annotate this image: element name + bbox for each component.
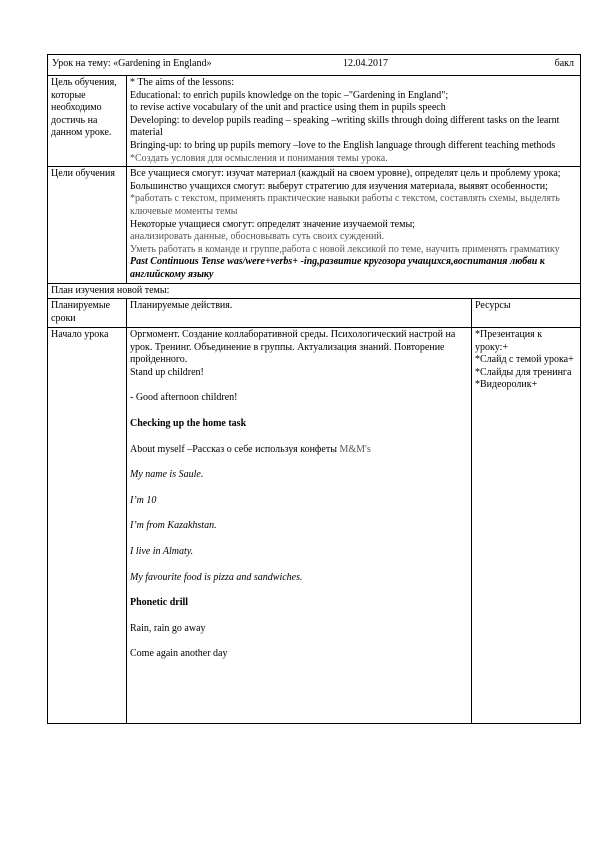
objectives-label: Цели обучения: [48, 167, 127, 283]
goals-content: [127, 76, 581, 167]
aim-developing: Developing: to develop pupils reading – speaking –writing skills through doing different tasks on the learnt material: [130, 114, 560, 139]
objective-some-detail: анализировать данные, обосновывать суть своих суждений.: [130, 231, 385, 243]
aim-create-conditions: *Создать условия для осмысления и понимания темы урока.: [130, 152, 388, 164]
start-stage: Начало урока: [48, 328, 127, 724]
aim-bringing-up: Bringing-up: to bring up pupils memory –love to the English language through different teaching methods: [130, 139, 556, 151]
rhyme-line-1: Rain, rain go away: [130, 622, 206, 634]
lesson-plan-table: [47, 54, 581, 724]
objective-most: Большинство учащихся смогут: выберут стратегию для изучения материала, выявят особенности;: [130, 180, 548, 192]
objective-all: Все учащиеся смогут: изучат материал (каждый на своем уровне), определят цель и проблему урока;: [130, 168, 561, 180]
rhyme-line-2: Come again another day: [130, 648, 228, 660]
objective-most-detail: *работать с текстом, применять практические навыки работы с текстом, составлять схемы, выделять ключевые моменты темы: [130, 193, 560, 217]
phonetic-drill: Phonetic drill: [130, 597, 189, 609]
objectives-content: [127, 167, 581, 283]
aim-revise: to revise active vocabulary of the unit and practice using them in pupils speech: [130, 102, 446, 114]
plan-title-row: [48, 283, 581, 299]
good-afternoon: - Good afternoon children!: [130, 392, 238, 404]
aim-educational: Educational: to enrich pupils knowledge on the topic –"Gardening in England";: [130, 89, 449, 101]
goals-row: [48, 76, 581, 167]
stand-up: Stand up children!: [130, 366, 204, 378]
column-actions: Планируемые действия.: [127, 299, 472, 328]
org-moment: Оргмомент. Создание коллаборативной среды. Психологический настрой на урок. Тренинг. Объединение в группы. Актуализация знаний. Повторение пройденного.: [130, 329, 456, 366]
example-age: I’m 10: [130, 494, 157, 506]
plan-title: План изучения новой темы:: [48, 283, 581, 299]
score-label: бакл: [554, 58, 575, 69]
lesson-topic: Урок на тему: «Gardening in England»: [52, 58, 212, 69]
example-name: My name is Saule.: [130, 469, 204, 481]
example-live: I live in Almaty.: [130, 546, 194, 558]
goals-label: Цель обучения, которые необходимо достичь на данном уроке.: [48, 76, 127, 167]
resource-item: *Видеоролик+: [475, 379, 538, 391]
resource-item: *Презентация к уроку:+: [475, 329, 543, 353]
objective-team-text: Уметь работать в команде и группе,работа с новой лексикой по теме, научить применять грамматику: [130, 243, 560, 255]
objective-some: Некоторые учащиеся смогут: определят значение изучаемой темы;: [130, 218, 415, 230]
objectives-row: [48, 167, 581, 283]
start-actions: [127, 328, 472, 724]
header-row: [48, 55, 581, 76]
aims-title: * The aims of the lessons:: [130, 77, 234, 88]
example-food: My favourite food is pizza and sandwiches.: [130, 571, 303, 583]
example-from: I’m from Kazakhstan.: [130, 520, 217, 532]
lesson-date: 12.04.2017: [343, 58, 388, 69]
lesson-plan-page: [47, 54, 580, 724]
resource-item: *Слайд с темой урока+: [475, 354, 574, 366]
objective-team: [130, 244, 577, 282]
about-myself: [130, 444, 468, 457]
column-stages: Планируемые сроки: [48, 299, 127, 328]
header-cell: [48, 55, 581, 76]
columns-header-row: [48, 299, 581, 328]
about-myself-text: About myself –Рассказ о себе используя конфеты: [130, 443, 340, 455]
start-resources: [472, 328, 581, 724]
about-myself-candy: M&M's: [339, 443, 371, 455]
resource-item: *Слайды для тренинга: [475, 366, 572, 378]
objective-grammar: Past Continuous Tense was/were+verbs+ -ing,развитие кругозора учащихся,воспитания любви к английскому языку: [130, 256, 545, 280]
column-resources: Ресурсы: [472, 299, 581, 328]
checking-homework: Checking up the home task: [130, 418, 247, 430]
start-row: [48, 328, 581, 724]
